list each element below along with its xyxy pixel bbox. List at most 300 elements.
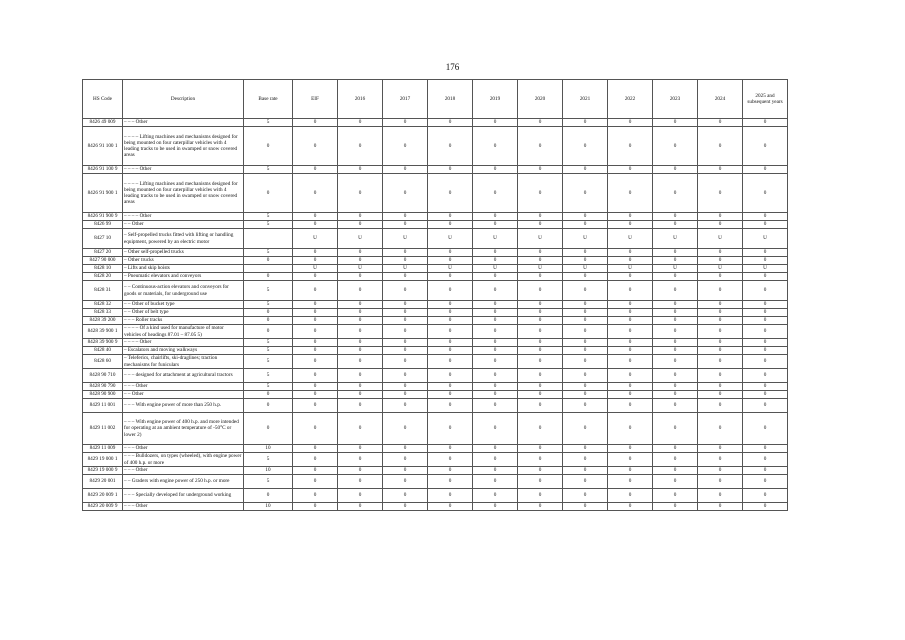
rate-cell: 0 — [563, 281, 608, 301]
rate-cell: 0 — [743, 413, 788, 445]
hs-code-cell: 8427 20 — [83, 249, 123, 257]
table-row — [83, 339, 788, 347]
rate-cell: 0 — [293, 221, 338, 229]
rate-cell: 0 — [518, 127, 563, 166]
rate-cell: 0 — [653, 453, 698, 467]
rate-cell: 0 — [653, 489, 698, 503]
rate-cell: 0 — [608, 445, 653, 453]
description-cell: – – – Bulldozers, on types (wheeled), with engine power of 400 h.p. or more — [123, 453, 244, 467]
rate-cell: 0 — [338, 127, 383, 166]
table-row — [83, 119, 788, 127]
rate-cell: 0 — [383, 174, 428, 213]
rate-cell: 0 — [653, 309, 698, 317]
rate-cell: 0 — [383, 339, 428, 347]
rate-cell: 0 — [743, 127, 788, 166]
table-row — [83, 355, 788, 369]
rate-cell: 0 — [293, 413, 338, 445]
rate-cell: 0 — [383, 383, 428, 391]
rate-cell: 0 — [743, 273, 788, 281]
rate-cell: 0 — [293, 317, 338, 325]
rate-cell: 0 — [743, 467, 788, 475]
rate-cell: 0 — [563, 369, 608, 383]
hs-code-cell: 8428 90 900 — [83, 391, 123, 399]
base-rate-cell: 0 — [244, 317, 293, 325]
table-row — [83, 369, 788, 383]
hs-code-cell: 8427 10 — [83, 229, 123, 249]
description-cell: – – – – Lifting machines and mechanisms designed for being mounted on four caterpillar vehicles with 4 leading tracks to be used in swamped or snow covered areas — [123, 127, 244, 166]
rate-cell: 0 — [338, 347, 383, 355]
rate-cell: 0 — [698, 281, 743, 301]
base-rate-cell: 0 — [244, 325, 293, 339]
rate-cell: 0 — [608, 453, 653, 467]
rate-cell: 0 — [473, 257, 518, 265]
rate-cell: 0 — [383, 453, 428, 467]
rate-cell: 0 — [653, 273, 698, 281]
rate-cell: 0 — [338, 503, 383, 511]
column-header: 2024 — [698, 80, 743, 119]
base-rate-cell: 0 — [244, 399, 293, 413]
rate-cell: 0 — [338, 339, 383, 347]
rate-cell: 0 — [608, 355, 653, 369]
description-cell: – Other self-propelled trucks — [123, 249, 244, 257]
rate-cell: 0 — [428, 445, 473, 453]
rate-cell: 0 — [743, 221, 788, 229]
rate-cell: 0 — [608, 369, 653, 383]
rate-cell: U — [383, 265, 428, 273]
table-body — [83, 119, 788, 511]
hs-code-cell: 8429 11 009 — [83, 445, 123, 453]
table-row — [83, 445, 788, 453]
rate-cell: 0 — [743, 369, 788, 383]
rate-cell: 0 — [428, 317, 473, 325]
rate-cell: 0 — [383, 325, 428, 339]
rate-cell: 0 — [293, 273, 338, 281]
rate-cell: 0 — [698, 369, 743, 383]
rate-cell: 0 — [563, 503, 608, 511]
rate-cell: 0 — [383, 399, 428, 413]
table-row — [83, 166, 788, 174]
rate-cell: 0 — [518, 399, 563, 413]
rate-cell: 0 — [293, 339, 338, 347]
base-rate-cell: 5 — [244, 475, 293, 489]
rate-cell: 0 — [563, 347, 608, 355]
rate-cell: 0 — [428, 339, 473, 347]
base-rate-cell: 5 — [244, 281, 293, 301]
rate-cell: 0 — [743, 174, 788, 213]
rate-cell: 0 — [518, 355, 563, 369]
base-rate-cell: 5 — [244, 249, 293, 257]
rate-cell: 0 — [428, 489, 473, 503]
description-cell: – – Graders with engine power of 250 h.p. or more — [123, 475, 244, 489]
description-cell: – – Other of bucket type — [123, 301, 244, 309]
rate-cell: 0 — [428, 413, 473, 445]
hs-code-cell: 8428 90 710 — [83, 369, 123, 383]
rate-cell: 0 — [473, 273, 518, 281]
rate-cell: 0 — [653, 325, 698, 339]
hs-code-cell: 8428 20 — [83, 273, 123, 281]
rate-cell: 0 — [518, 453, 563, 467]
rate-cell: 0 — [293, 309, 338, 317]
description-cell: – – – – Other — [123, 339, 244, 347]
rate-cell: 0 — [518, 347, 563, 355]
rate-cell: 0 — [608, 347, 653, 355]
rate-cell: 0 — [293, 453, 338, 467]
hs-code-cell: 8428 39 900 9 — [83, 339, 123, 347]
rate-cell: 0 — [293, 281, 338, 301]
rate-cell: 0 — [698, 413, 743, 445]
description-cell: – – – Specially developed for underground working — [123, 489, 244, 503]
description-cell: – Pneumatic elevators and conveyors — [123, 273, 244, 281]
rate-cell: 0 — [698, 221, 743, 229]
rate-cell: 0 — [698, 273, 743, 281]
rate-cell: U — [698, 229, 743, 249]
rate-cell: 0 — [473, 174, 518, 213]
base-rate-cell: 0 — [244, 391, 293, 399]
rate-cell: 0 — [608, 383, 653, 391]
rate-cell: U — [653, 229, 698, 249]
description-cell: – – Other — [123, 221, 244, 229]
rate-cell: 0 — [473, 347, 518, 355]
rate-cell: 0 — [383, 467, 428, 475]
rate-cell: 0 — [518, 221, 563, 229]
rate-cell: 0 — [743, 399, 788, 413]
hs-code-cell: 8429 19 000 1 — [83, 453, 123, 467]
rate-cell: 0 — [428, 369, 473, 383]
base-rate-cell: 5 — [244, 213, 293, 221]
rate-cell: 0 — [293, 257, 338, 265]
rate-cell: 0 — [338, 475, 383, 489]
description-cell: – – Continuous-action elevators and conveyors for goods or materials, for underground use — [123, 281, 244, 301]
hs-code-cell: 8429 20 009 1 — [83, 489, 123, 503]
rate-cell: 0 — [743, 453, 788, 467]
rate-cell: 0 — [338, 399, 383, 413]
rate-cell: U — [743, 265, 788, 273]
rate-cell: U — [293, 229, 338, 249]
rate-cell: 0 — [608, 213, 653, 221]
column-header: EIF — [293, 80, 338, 119]
rate-cell: 0 — [563, 249, 608, 257]
rate-cell: 0 — [518, 467, 563, 475]
rate-cell: 0 — [743, 503, 788, 511]
rate-cell: 0 — [608, 399, 653, 413]
rate-cell: 0 — [743, 257, 788, 265]
rate-cell: 0 — [428, 257, 473, 265]
rate-cell: 0 — [383, 301, 428, 309]
rate-cell: 0 — [653, 317, 698, 325]
rate-cell: U — [428, 229, 473, 249]
table-header-row — [83, 80, 788, 119]
column-header: Base rate — [244, 80, 293, 119]
rate-cell: 0 — [428, 503, 473, 511]
rate-cell: 0 — [473, 355, 518, 369]
base-rate-cell: 0 — [244, 257, 293, 265]
rate-cell: 0 — [608, 339, 653, 347]
base-rate-cell: 5 — [244, 221, 293, 229]
rate-cell: 0 — [473, 309, 518, 317]
rate-cell: 0 — [653, 399, 698, 413]
description-cell: – Teleferics, chairlifts, ski-draglines; traction mechanisms for funiculars — [123, 355, 244, 369]
rate-cell: 0 — [338, 174, 383, 213]
rate-cell: 0 — [608, 467, 653, 475]
hs-code-cell: 8429 11 002 — [83, 413, 123, 445]
hs-code-cell: 8426 91 900 9 — [83, 213, 123, 221]
rate-cell: 0 — [653, 339, 698, 347]
rate-cell: 0 — [743, 249, 788, 257]
rate-cell: 0 — [473, 475, 518, 489]
description-cell: – – – Other — [123, 383, 244, 391]
rate-cell: 0 — [383, 221, 428, 229]
rate-cell: 0 — [428, 467, 473, 475]
rate-cell: 0 — [293, 174, 338, 213]
base-rate-cell: 0 — [244, 273, 293, 281]
rate-cell: 0 — [653, 391, 698, 399]
description-cell: – – – With engine power of 400 h.p. and more intended for operating at an ambient temperature of -50°C or lower 2) — [123, 413, 244, 445]
rate-cell: 0 — [563, 221, 608, 229]
rate-cell: 0 — [383, 119, 428, 127]
rate-cell: 0 — [338, 166, 383, 174]
rate-cell: 0 — [428, 383, 473, 391]
table-row — [83, 309, 788, 317]
rate-cell: 0 — [338, 249, 383, 257]
rate-cell: 0 — [653, 413, 698, 445]
rate-cell: 0 — [293, 301, 338, 309]
rate-cell: U — [698, 265, 743, 273]
column-header: 2017 — [383, 80, 428, 119]
table-row — [83, 383, 788, 391]
table-row — [83, 325, 788, 339]
rate-cell: 0 — [473, 301, 518, 309]
rate-cell: 0 — [743, 119, 788, 127]
description-cell: – Self-propelled trucks fitted with lifting or handling equipment, powered by an electric motor — [123, 229, 244, 249]
base-rate-cell: 10 — [244, 503, 293, 511]
table-row — [83, 503, 788, 511]
rate-cell: 0 — [563, 467, 608, 475]
rate-cell: 0 — [563, 489, 608, 503]
rate-cell: 0 — [383, 309, 428, 317]
rate-cell: 0 — [293, 445, 338, 453]
rate-cell: 0 — [383, 413, 428, 445]
rate-cell: 0 — [653, 257, 698, 265]
rate-cell: 0 — [608, 166, 653, 174]
rate-cell: 0 — [563, 166, 608, 174]
rate-cell: 0 — [563, 325, 608, 339]
rate-cell: U — [563, 229, 608, 249]
rate-cell: 0 — [473, 166, 518, 174]
table-row — [83, 249, 788, 257]
base-rate-cell: 5 — [244, 301, 293, 309]
rate-cell: 0 — [653, 174, 698, 213]
rate-cell: 0 — [743, 391, 788, 399]
rate-cell: 0 — [293, 127, 338, 166]
rate-cell: 0 — [338, 467, 383, 475]
rate-cell: 0 — [518, 475, 563, 489]
rate-cell: 0 — [698, 503, 743, 511]
table-row — [83, 281, 788, 301]
rate-cell: 0 — [293, 391, 338, 399]
table-row — [83, 475, 788, 489]
rate-cell: 0 — [698, 127, 743, 166]
rate-cell: 0 — [473, 281, 518, 301]
rate-cell: 0 — [428, 127, 473, 166]
column-header: 2019 — [473, 80, 518, 119]
rate-cell: 0 — [563, 119, 608, 127]
rate-cell: 0 — [428, 391, 473, 399]
rate-cell: 0 — [698, 325, 743, 339]
column-header: Description — [123, 80, 244, 119]
rate-cell: 0 — [698, 213, 743, 221]
rate-cell: 0 — [428, 301, 473, 309]
rate-cell: 0 — [743, 489, 788, 503]
rate-cell: 0 — [338, 301, 383, 309]
rate-cell: 0 — [608, 317, 653, 325]
rate-cell: 0 — [338, 273, 383, 281]
rate-cell: 0 — [653, 213, 698, 221]
base-rate-cell: 5 — [244, 355, 293, 369]
rate-cell: 0 — [473, 213, 518, 221]
rate-cell: 0 — [563, 445, 608, 453]
rate-cell: 0 — [608, 301, 653, 309]
rate-cell: 0 — [293, 166, 338, 174]
description-cell: – – – Other — [123, 445, 244, 453]
base-rate-cell — [244, 229, 293, 249]
column-header: HS Code — [83, 80, 123, 119]
rate-cell: 0 — [743, 309, 788, 317]
rate-cell: 0 — [698, 309, 743, 317]
rate-cell: 0 — [518, 503, 563, 511]
table-row — [83, 453, 788, 467]
rate-cell: 0 — [473, 325, 518, 339]
hs-code-cell: 8428 60 — [83, 355, 123, 369]
rate-cell: 0 — [473, 413, 518, 445]
rate-cell: 0 — [518, 301, 563, 309]
rate-cell: 0 — [293, 347, 338, 355]
rate-cell: 0 — [518, 369, 563, 383]
hs-code-cell: 8429 20 001 — [83, 475, 123, 489]
rate-cell: 0 — [698, 489, 743, 503]
rate-cell: 0 — [743, 281, 788, 301]
rate-cell: 0 — [608, 273, 653, 281]
rate-cell: 0 — [338, 317, 383, 325]
rate-cell: 0 — [563, 453, 608, 467]
table-row — [83, 301, 788, 309]
base-rate-cell: 5 — [244, 339, 293, 347]
base-rate-cell: 0 — [244, 413, 293, 445]
rate-cell: 0 — [338, 383, 383, 391]
rate-cell: 0 — [473, 489, 518, 503]
rate-cell: 0 — [428, 475, 473, 489]
base-rate-cell: 5 — [244, 383, 293, 391]
description-cell: – Escalators and moving walkways — [123, 347, 244, 355]
rate-cell: 0 — [518, 339, 563, 347]
rate-cell: 0 — [698, 317, 743, 325]
rate-cell: 0 — [563, 257, 608, 265]
page-number: 176 — [445, 62, 460, 72]
rate-cell: 0 — [698, 257, 743, 265]
rate-cell: 0 — [518, 309, 563, 317]
rate-cell: 0 — [293, 369, 338, 383]
rate-cell: 0 — [608, 489, 653, 503]
rate-cell: 0 — [383, 369, 428, 383]
base-rate-cell: 0 — [244, 127, 293, 166]
rate-cell: 0 — [383, 166, 428, 174]
table-row — [83, 174, 788, 213]
base-rate-cell: 0 — [244, 489, 293, 503]
column-header: 2021 — [563, 80, 608, 119]
table-row — [83, 221, 788, 229]
description-cell: – – – – Lifting machines and mechanisms designed for being mounted on four caterpillar vehicles with 4 leading tracks to be used in swamped or snow covered areas — [123, 174, 244, 213]
rate-cell: 0 — [608, 325, 653, 339]
rate-cell: 0 — [293, 325, 338, 339]
rate-cell: 0 — [383, 317, 428, 325]
rate-cell: 0 — [518, 317, 563, 325]
rate-cell: 0 — [653, 127, 698, 166]
rate-cell: U — [293, 265, 338, 273]
rate-cell: 0 — [653, 301, 698, 309]
description-cell: – – – With engine power of more than 250 h.p. — [123, 399, 244, 413]
rate-cell: 0 — [518, 213, 563, 221]
rate-cell: 0 — [293, 213, 338, 221]
description-cell: – – – Other — [123, 467, 244, 475]
rate-cell: 0 — [518, 281, 563, 301]
rate-cell: 0 — [473, 399, 518, 413]
rate-cell: 0 — [293, 383, 338, 391]
column-header: 2016 — [338, 80, 383, 119]
rate-cell: 0 — [518, 413, 563, 445]
rate-cell: 0 — [428, 399, 473, 413]
rate-cell: 0 — [698, 355, 743, 369]
base-rate-cell: 5 — [244, 119, 293, 127]
rate-cell: 0 — [743, 445, 788, 453]
rate-cell: 0 — [428, 273, 473, 281]
rate-cell: U — [473, 229, 518, 249]
rate-cell: 0 — [743, 383, 788, 391]
rate-cell: 0 — [473, 369, 518, 383]
rate-cell: 0 — [338, 325, 383, 339]
rate-cell: 0 — [563, 475, 608, 489]
rate-cell: 0 — [428, 347, 473, 355]
rate-cell: 0 — [518, 249, 563, 257]
rate-cell: 0 — [518, 257, 563, 265]
rate-cell: 0 — [563, 339, 608, 347]
rate-cell: 0 — [653, 445, 698, 453]
rate-cell: 0 — [428, 174, 473, 213]
rate-cell: 0 — [608, 503, 653, 511]
rate-cell: 0 — [293, 489, 338, 503]
description-cell: – – – Roller tracks — [123, 317, 244, 325]
rate-cell: U — [518, 265, 563, 273]
rate-cell: 0 — [608, 249, 653, 257]
table-row — [83, 265, 788, 273]
rate-cell: 0 — [698, 383, 743, 391]
rate-cell: U — [518, 229, 563, 249]
rate-cell: 0 — [473, 249, 518, 257]
rate-cell: 0 — [293, 119, 338, 127]
description-cell: – Lifts and skip hoists — [123, 265, 244, 273]
base-rate-cell — [244, 265, 293, 273]
rate-cell: 0 — [743, 339, 788, 347]
rate-cell: 0 — [563, 399, 608, 413]
rate-cell: 0 — [518, 489, 563, 503]
rate-cell: 0 — [698, 453, 743, 467]
rate-cell: 0 — [653, 221, 698, 229]
rate-cell: 0 — [653, 475, 698, 489]
description-cell: – – Other — [123, 391, 244, 399]
rate-cell: 0 — [653, 249, 698, 257]
rate-cell: 0 — [383, 391, 428, 399]
rate-cell: 0 — [743, 325, 788, 339]
rate-cell: 0 — [338, 355, 383, 369]
rate-cell: 0 — [653, 467, 698, 475]
